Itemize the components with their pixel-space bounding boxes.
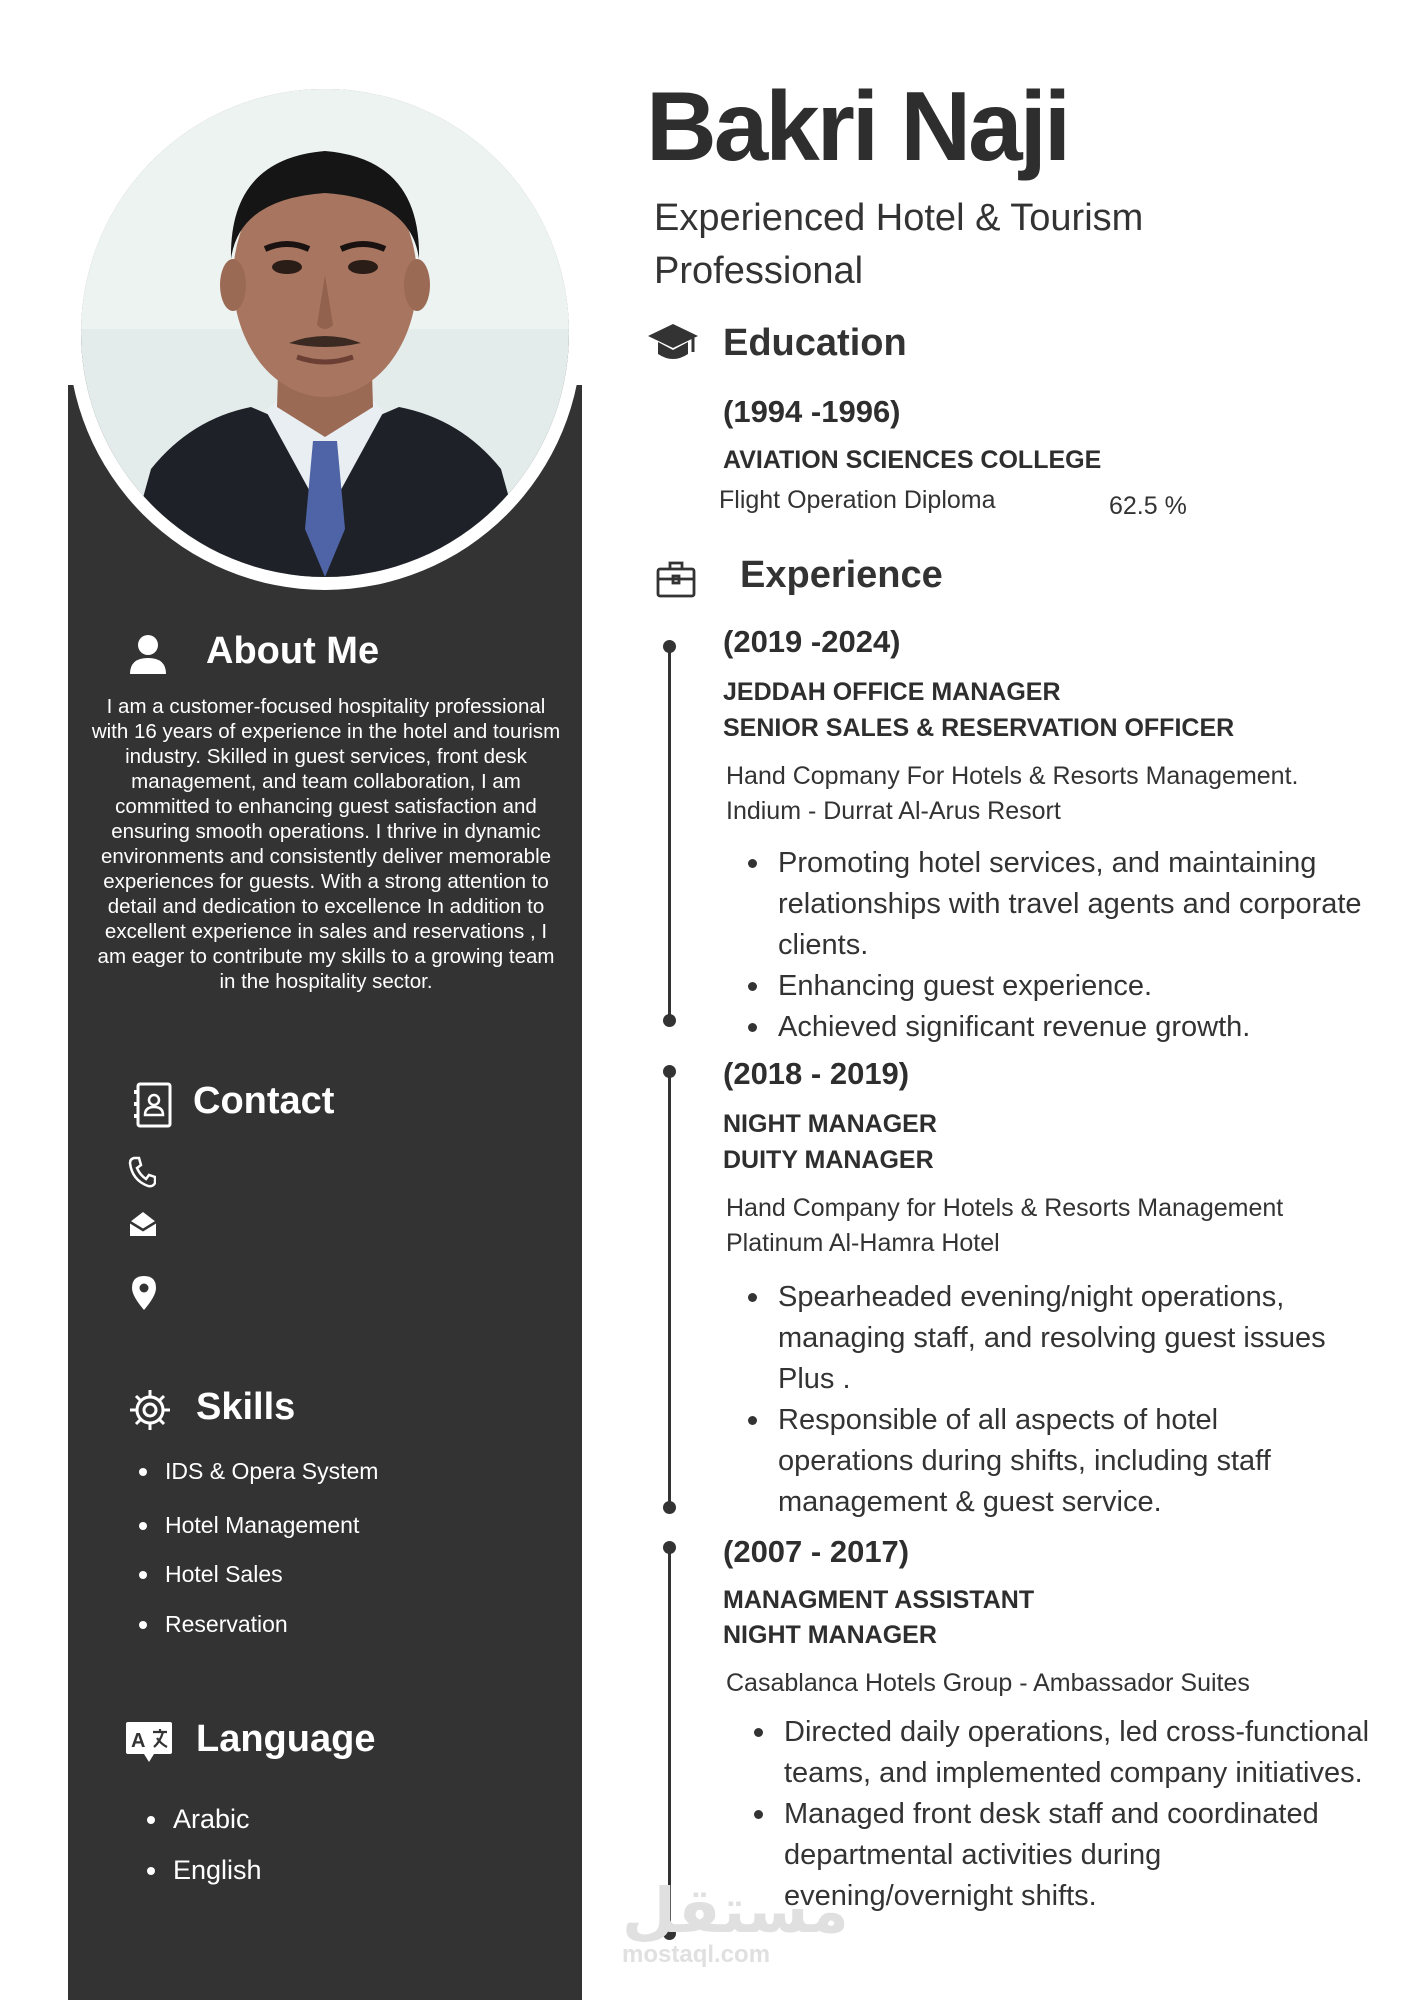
about-text: I am a customer-focused hospitality professional with 16 years of experience in the hotel and tourism industry. Skilled in guest services, front desk management, and team collaboration, I am committed to enhancing guest satisfaction and ensuring smooth operations. I thrive in dynamic environments and consistently deliver memorable experiences for guests. With a strong attention to detail and dedication to excellence In addition to excellent experience in sales and reservations , I am eager to contribute my skills to a growing team in the hospitality sector. bbox=[91, 695, 561, 993]
profile-photo-image bbox=[81, 89, 569, 577]
job-company: Indium - Durrat Al-Arus Resort bbox=[726, 797, 1061, 825]
user-icon bbox=[128, 634, 168, 674]
gear-icon bbox=[128, 1388, 172, 1432]
skills-heading: Skills bbox=[196, 1386, 296, 1428]
job-role: JEDDAH OFFICE MANAGER bbox=[723, 678, 1061, 706]
timeline-dot bbox=[663, 1014, 676, 1027]
svg-text:A: A bbox=[131, 1730, 146, 1752]
job-bullet: Responsible of all aspects of hotel operations during shifts, including staff management & guest service. bbox=[778, 1400, 1348, 1523]
job-period: (2007 - 2017) bbox=[723, 1534, 910, 1569]
profile-photo bbox=[81, 89, 569, 577]
job-role: NIGHT MANAGER bbox=[723, 1621, 937, 1649]
skill-item: IDS & Opera System bbox=[165, 1458, 379, 1484]
watermark-arabic: مستقل bbox=[622, 1874, 849, 1947]
briefcase-icon bbox=[656, 560, 696, 598]
language-item: Arabic bbox=[173, 1804, 250, 1834]
job-company: Casablanca Hotels Group - Ambassador Suites bbox=[726, 1669, 1250, 1697]
job-period: (2018 - 2019) bbox=[723, 1056, 910, 1091]
job-bullet: Achieved significant revenue growth. bbox=[778, 1007, 1378, 1048]
timeline-dot bbox=[663, 1065, 676, 1078]
watermark-latin: mostaql.com bbox=[622, 1941, 771, 1968]
graduation-cap-icon bbox=[646, 322, 700, 366]
phone-icon[interactable] bbox=[128, 1156, 156, 1188]
job-bullet: Enhancing guest experience. bbox=[778, 966, 1378, 1007]
education-grade: 62.5 % bbox=[1109, 492, 1187, 520]
envelope-icon[interactable] bbox=[128, 1210, 158, 1238]
job-company: Platinum Al-Hamra Hotel bbox=[726, 1229, 1000, 1257]
location-pin-icon[interactable] bbox=[132, 1276, 156, 1310]
job-period: (2019 -2024) bbox=[723, 624, 901, 659]
education-school: AVIATION SCIENCES COLLEGE bbox=[723, 446, 1102, 474]
job-bullets bbox=[778, 1277, 1348, 1523]
translate-icon bbox=[124, 1720, 174, 1764]
language-heading: Language bbox=[196, 1718, 376, 1760]
job-role: NIGHT MANAGER bbox=[723, 1110, 937, 1138]
experience-heading: Experience bbox=[740, 554, 943, 596]
job-company: Hand Company for Hotels & Resorts Management bbox=[726, 1194, 1284, 1222]
skill-item: Hotel Sales bbox=[165, 1561, 283, 1587]
watermark bbox=[622, 1874, 849, 1968]
contact-book-icon bbox=[132, 1082, 174, 1128]
job-company: Hand Copmany For Hotels & Resorts Management. bbox=[726, 762, 1299, 790]
skill-item: Reservation bbox=[165, 1611, 288, 1637]
job-bullets bbox=[778, 843, 1378, 1048]
about-heading: About Me bbox=[206, 630, 380, 672]
job-role: MANAGMENT ASSISTANT bbox=[723, 1586, 1035, 1614]
language-item: English bbox=[173, 1855, 262, 1885]
job-role: SENIOR SALES & RESERVATION OFFICER bbox=[723, 714, 1235, 742]
contact-heading: Contact bbox=[193, 1080, 335, 1122]
timeline-line bbox=[668, 1072, 671, 1508]
job-bullet: Managed front desk staff and coordinated departmental activities during evening/overnight shifts. bbox=[784, 1794, 1384, 1917]
candidate-title: Experienced Hotel & Tourism Professional bbox=[654, 197, 1144, 292]
skill-item: Hotel Management bbox=[165, 1512, 360, 1538]
job-bullet: Spearheaded evening/night operations, managing staff, and resolving guest issues Plus . bbox=[778, 1277, 1348, 1400]
job-role: DUITY MANAGER bbox=[723, 1146, 934, 1174]
timeline-line bbox=[668, 647, 671, 1021]
education-heading: Education bbox=[723, 322, 907, 364]
candidate-name: Bakri Naji bbox=[646, 71, 1069, 181]
timeline-dot bbox=[663, 640, 676, 653]
timeline-dot bbox=[663, 1501, 676, 1514]
job-bullets bbox=[784, 1712, 1384, 1917]
education-degree: Flight Operation Diploma bbox=[719, 486, 996, 514]
timeline-dot bbox=[663, 1541, 676, 1554]
education-period: (1994 -1996) bbox=[723, 394, 901, 429]
job-bullet: Directed daily operations, led cross-functional teams, and implemented company initiatives. bbox=[784, 1712, 1384, 1794]
job-bullet: Promoting hotel services, and maintaining relationships with travel agents and corporate clients. bbox=[778, 843, 1378, 966]
